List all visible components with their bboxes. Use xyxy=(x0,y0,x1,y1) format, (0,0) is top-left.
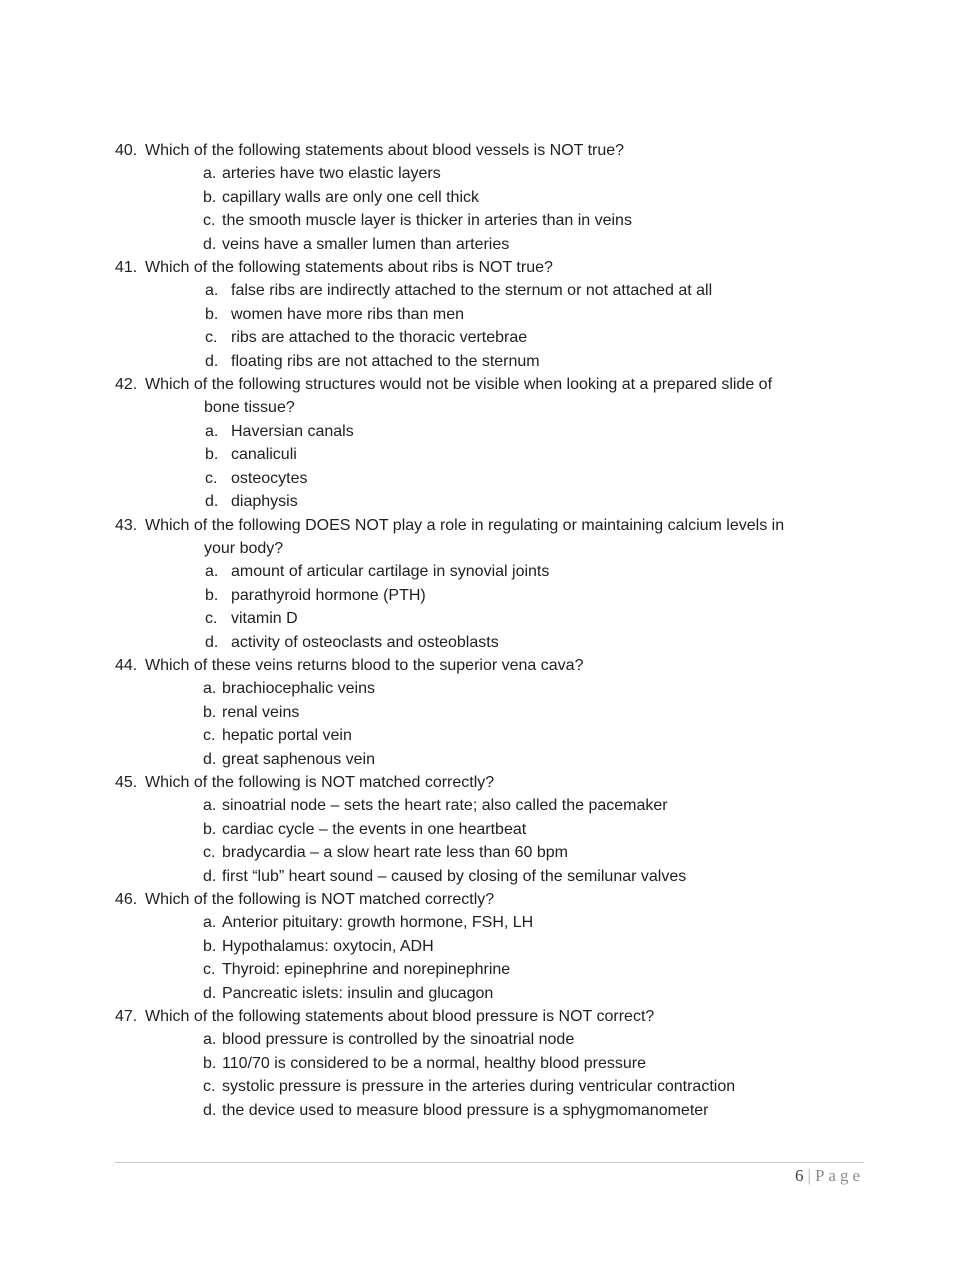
option-text: parathyroid hormone (PTH) xyxy=(231,586,426,604)
option-letter: c. xyxy=(205,469,218,487)
answer-option-b xyxy=(205,443,875,466)
option-letter: a. xyxy=(205,422,219,440)
answer-option-a xyxy=(203,911,875,934)
question-46 xyxy=(115,888,875,1005)
question-stem xyxy=(115,514,875,537)
option-letter: a. xyxy=(203,914,217,932)
question-42 xyxy=(115,373,875,513)
question-47 xyxy=(115,1005,875,1122)
option-text: Pancreatic islets: insulin and glucagon xyxy=(222,984,494,1002)
question-number: 47. xyxy=(115,1008,138,1026)
option-text: systolic pressure is pressure in the arteries during ventricular contraction xyxy=(222,1078,736,1096)
answer-option-b xyxy=(205,584,875,607)
option-text: blood pressure is controlled by the sinoatrial node xyxy=(222,1031,575,1049)
option-text: veins have a smaller lumen than arteries xyxy=(222,235,510,253)
option-text: brachiocephalic veins xyxy=(222,680,375,698)
option-text: arteries have two elastic layers xyxy=(222,165,441,183)
answer-option-d xyxy=(205,490,875,513)
option-text: canaliculi xyxy=(231,446,297,464)
page-number: 6 xyxy=(795,1166,804,1185)
question-number: 42. xyxy=(115,376,138,394)
answer-option-d xyxy=(203,865,875,888)
answer-option-a xyxy=(205,560,875,583)
option-letter: b. xyxy=(205,446,219,464)
question-44 xyxy=(115,654,875,771)
option-letter: b. xyxy=(203,1054,217,1072)
option-text: osteocytes xyxy=(231,469,308,487)
question-45 xyxy=(115,771,875,888)
option-letter: d. xyxy=(203,984,217,1002)
option-letter: c. xyxy=(203,961,216,979)
answer-option-c xyxy=(203,209,875,232)
option-text: bradycardia – a slow heart rate less than 60 bpm xyxy=(222,844,568,862)
option-text: sinoatrial node – sets the heart rate; also called the pacemaker xyxy=(222,797,668,815)
option-text: great saphenous vein xyxy=(222,750,375,768)
question-43 xyxy=(115,514,875,654)
question-stem xyxy=(115,888,875,911)
question-text: Which of the following is NOT matched correctly? xyxy=(145,773,495,791)
option-letter: d. xyxy=(203,750,217,768)
option-letter: a. xyxy=(203,1031,217,1049)
question-40 xyxy=(115,139,875,256)
option-text: diaphysis xyxy=(231,493,298,511)
answer-option-b xyxy=(203,186,875,209)
option-letter: c. xyxy=(203,212,216,230)
answer-option-d xyxy=(203,1099,875,1122)
option-letter: c. xyxy=(203,1078,216,1096)
option-text: Anterior pituitary: growth hormone, FSH, LH xyxy=(222,914,534,932)
option-text: first “lub” heart sound – caused by closing of the semilunar valves xyxy=(222,867,687,885)
question-text-continued: bone tissue? xyxy=(204,399,295,417)
option-text: capillary walls are only one cell thick xyxy=(222,188,479,206)
question-text: Which of the following statements about blood pressure is NOT correct? xyxy=(145,1008,655,1026)
question-text-continued: your body? xyxy=(204,539,284,557)
option-letter: b. xyxy=(203,937,217,955)
option-text: the smooth muscle layer is thicker in arteries than in veins xyxy=(222,212,632,230)
option-letter: c. xyxy=(203,727,216,745)
question-stem xyxy=(115,256,875,279)
option-letter: c. xyxy=(205,610,218,628)
option-letter: b. xyxy=(205,586,219,604)
answer-option-a xyxy=(205,420,875,443)
option-letter: a. xyxy=(203,797,217,815)
question-text: Which of the following DOES NOT play a role in regulating or maintaining calcium levels in xyxy=(145,516,785,534)
answer-option-b xyxy=(203,935,875,958)
answer-option-c xyxy=(203,724,875,747)
option-text: hepatic portal vein xyxy=(222,727,352,745)
answer-option-b xyxy=(203,1052,875,1075)
answer-option-a xyxy=(203,794,875,817)
question-stem xyxy=(115,373,875,396)
footer-separator: | xyxy=(807,1166,811,1185)
option-letter: d. xyxy=(203,867,217,885)
question-number: 44. xyxy=(115,656,138,674)
footer-divider xyxy=(115,1162,864,1163)
question-number: 45. xyxy=(115,773,138,791)
option-letter: c. xyxy=(205,329,218,347)
option-text: amount of articular cartilage in synovial joints xyxy=(231,563,550,581)
answer-option-c xyxy=(205,467,875,490)
option-letter: b. xyxy=(203,188,217,206)
answer-option-a xyxy=(203,162,875,185)
option-letter: a. xyxy=(205,282,219,300)
option-text: activity of osteoclasts and osteoblasts xyxy=(231,633,499,651)
answer-option-d xyxy=(203,982,875,1005)
question-stem xyxy=(115,139,875,162)
footer-page-label: Page xyxy=(814,1166,864,1185)
option-text: ribs are attached to the thoracic vertebrae xyxy=(231,329,528,347)
answer-option-d xyxy=(203,233,875,256)
option-text: vitamin D xyxy=(231,610,298,628)
answer-option-c xyxy=(203,841,875,864)
page-footer xyxy=(115,1165,864,1187)
question-list xyxy=(115,139,875,1122)
answer-option-b xyxy=(203,701,875,724)
option-letter: d. xyxy=(205,493,219,511)
option-letter: d. xyxy=(203,235,217,253)
question-number: 41. xyxy=(115,259,138,277)
answer-option-c xyxy=(205,607,875,630)
answer-option-a xyxy=(205,279,875,302)
option-letter: b. xyxy=(203,703,217,721)
answer-option-c xyxy=(203,958,875,981)
option-text: false ribs are indirectly attached to the sternum or not attached at all xyxy=(231,282,713,300)
option-letter: d. xyxy=(203,1101,217,1119)
option-text: women have more ribs than men xyxy=(231,305,464,323)
answer-option-a xyxy=(203,677,875,700)
question-number: 43. xyxy=(115,516,138,534)
question-text: Which of the following statements about blood vessels is NOT true? xyxy=(145,142,625,159)
option-text: Thyroid: epinephrine and norepinephrine xyxy=(222,961,511,979)
question-number: 40. xyxy=(115,142,138,159)
answer-option-c xyxy=(205,326,875,349)
option-letter: b. xyxy=(205,305,219,323)
option-text: renal veins xyxy=(222,703,300,721)
answer-option-d xyxy=(203,748,875,771)
answer-option-d xyxy=(205,350,875,373)
question-number: 46. xyxy=(115,891,138,908)
question-41 xyxy=(115,256,875,373)
option-text: Haversian canals xyxy=(231,422,354,440)
option-letter: d. xyxy=(205,633,219,651)
option-text: the device used to measure blood pressure is a sphygmomanometer xyxy=(222,1101,709,1119)
answer-option-b xyxy=(205,303,875,326)
option-letter: a. xyxy=(203,165,217,183)
answer-option-d xyxy=(205,631,875,654)
question-stem xyxy=(115,771,875,794)
option-letter: a. xyxy=(205,563,219,581)
option-letter: d. xyxy=(205,352,219,370)
option-text: Hypothalamus: oxytocin, ADH xyxy=(222,937,434,955)
question-text: Which of the following structures would not be visible when looking at a prepared slide of xyxy=(145,376,773,394)
answer-option-b xyxy=(203,818,875,841)
question-text: Which of these veins returns blood to the superior vena cava? xyxy=(145,656,584,674)
option-text: floating ribs are not attached to the sternum xyxy=(231,352,540,370)
answer-option-a xyxy=(203,1028,875,1051)
option-letter: a. xyxy=(203,680,217,698)
question-stem xyxy=(115,654,875,677)
question-text: Which of the following statements about ribs is NOT true? xyxy=(145,259,553,277)
option-letter: c. xyxy=(203,844,216,862)
answer-option-c xyxy=(203,1075,875,1098)
question-text: Which of the following is NOT matched correctly? xyxy=(145,891,495,908)
option-text: 110/70 is considered to be a normal, healthy blood pressure xyxy=(222,1054,646,1072)
option-letter: b. xyxy=(203,820,217,838)
question-stem xyxy=(115,1005,875,1028)
option-text: cardiac cycle – the events in one heartbeat xyxy=(222,820,527,838)
